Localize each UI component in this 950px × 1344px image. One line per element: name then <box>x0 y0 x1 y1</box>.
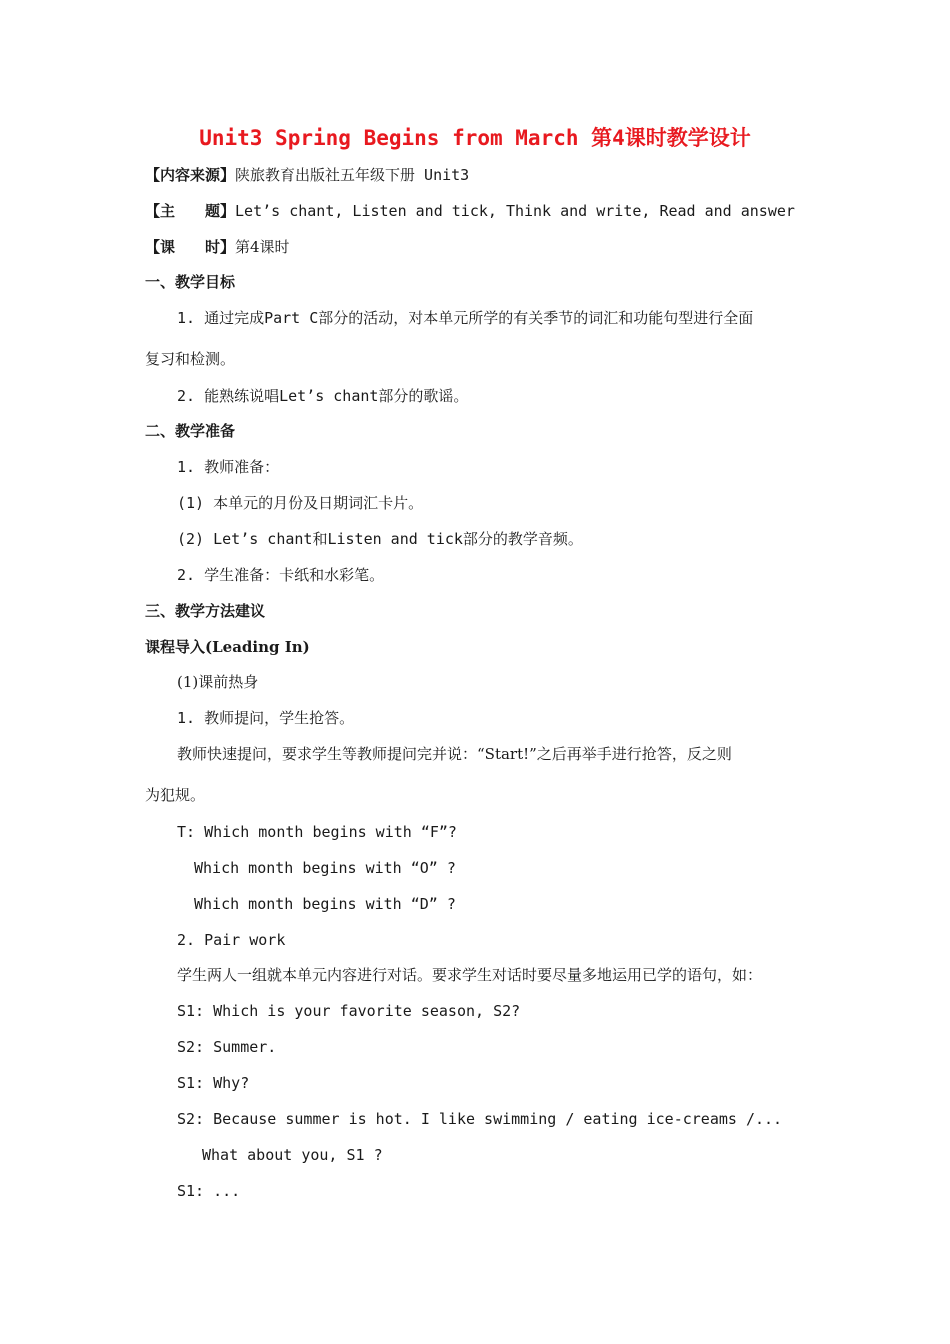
section-heading-goals: 一、教学目标 <box>145 273 236 291</box>
dialogue-line-5: What about you, S1 ? <box>202 1146 383 1164</box>
meta-topic-key: 【主 题】 <box>145 202 236 220</box>
meta-period <box>145 237 290 257</box>
activity-2: 2. Pair work <box>177 931 286 949</box>
activity-1-desc-line-2: 为犯规。 <box>145 786 206 804</box>
prep-teacher: 1. 教师准备： <box>177 458 280 476</box>
teacher-question-1: T: Which month begins with “F”? <box>177 823 457 841</box>
prep-teacher-item-2: (2) Let’s chant和Listen and tick部分的教学音频。 <box>177 530 583 548</box>
section-heading-preparation: 二、教学准备 <box>145 422 236 440</box>
prep-student: 2. 学生准备：卡纸和水彩笔。 <box>177 566 385 584</box>
teacher-question-3: Which month begins with “D” ? <box>194 895 456 913</box>
dialogue-line-1: S1: Which is your favorite season, S2? <box>177 1002 521 1020</box>
meta-topic <box>145 201 795 221</box>
warmup-label: (1)课前热身 <box>177 673 259 691</box>
meta-period-value: 第4课时 <box>235 238 290 256</box>
section-heading-methods: 三、教学方法建议 <box>145 602 266 620</box>
prep-teacher-item-1: (1) 本单元的月份及日期词汇卡片。 <box>177 494 424 512</box>
activity-1: 1. 教师提问，学生抢答。 <box>177 709 355 727</box>
document-title: Unit3 Spring Begins from March 第4课时教学设计 <box>199 126 751 150</box>
dialogue-line-3: S1: Why? <box>177 1074 250 1092</box>
dialogue-line-4: S2: Because summer is hot. I like swimming / eating ice-creams /... <box>177 1110 783 1128</box>
goal-1-line-2: 复习和检测。 <box>145 350 236 368</box>
teacher-question-2: Which month begins with “O” ? <box>194 859 456 877</box>
meta-source <box>145 165 469 185</box>
goal-1-line-1: 1. 通过完成Part C部分的活动，对本单元所学的有关季节的词汇和功能句型进行全面 <box>177 309 754 327</box>
dialogue-line-2: S2: Summer. <box>177 1038 277 1056</box>
subheading-leading-in: 课程导入(Leading In) <box>145 638 310 656</box>
meta-period-key: 【课 时】 <box>145 238 236 256</box>
meta-source-value: 陕旅教育出版社五年级下册 Unit3 <box>235 166 470 184</box>
activity-2-desc: 学生两人一组就本单元内容进行对话。要求学生对话时要尽量多地运用已学的语句，如： <box>177 966 763 984</box>
meta-topic-value: Let’s chant, Listen and tick, Think and write, Read and answer <box>235 202 795 220</box>
activity-1-desc-line-1: 教师快速提问，要求学生等教师提问完并说：“Start!”之后再举手进行抢答，反之则 <box>177 745 732 763</box>
meta-source-key: 【内容来源】 <box>145 166 236 184</box>
dialogue-line-6: S1: ... <box>177 1182 241 1200</box>
goal-2: 2. 能熟练说唱Let’s chant部分的歌谣。 <box>177 387 469 405</box>
